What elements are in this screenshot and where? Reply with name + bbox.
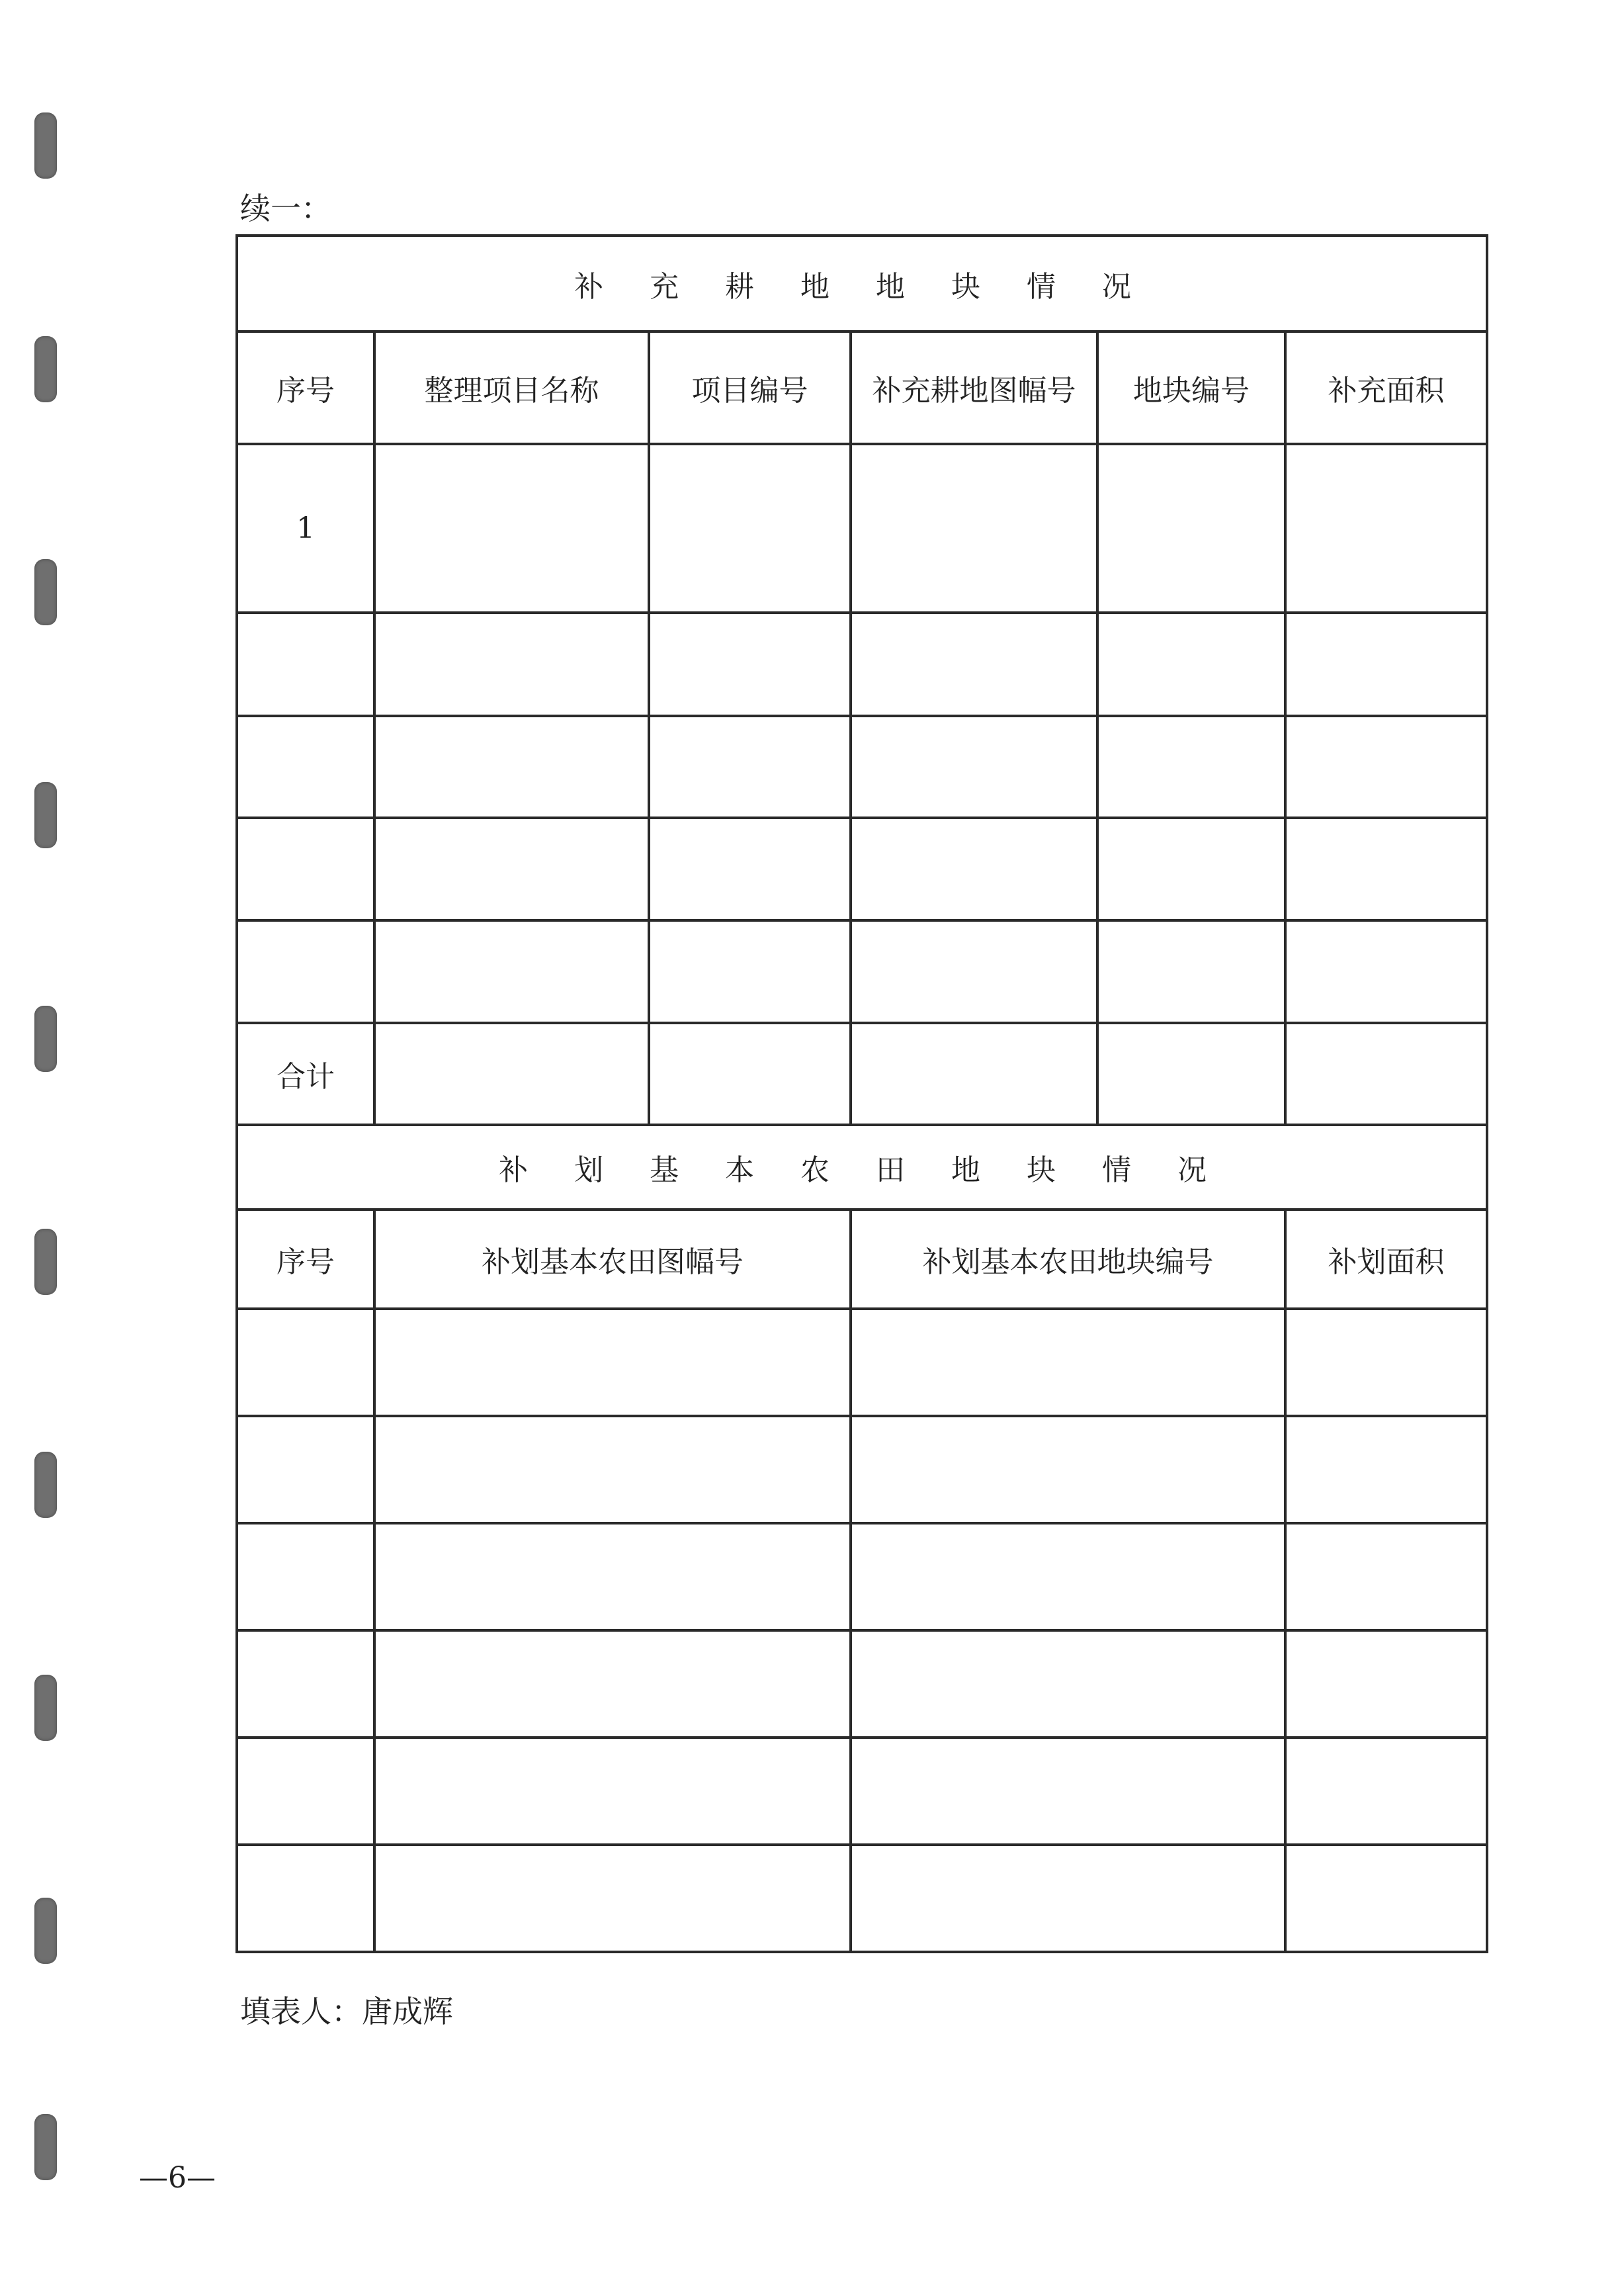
table-cell[interactable]: [1285, 1523, 1487, 1630]
table-cell[interactable]: [374, 613, 649, 716]
column-header: 补充耕地图幅号: [851, 331, 1097, 444]
table-cell[interactable]: 1: [237, 444, 374, 613]
total-row: [237, 1023, 1487, 1125]
table-cell[interactable]: [1285, 444, 1487, 613]
table-cell[interactable]: [1285, 920, 1487, 1023]
table-cell[interactable]: [851, 1738, 1285, 1845]
total-label: 合计: [237, 1023, 374, 1125]
table-cell[interactable]: [1285, 1630, 1487, 1738]
table-cell[interactable]: [237, 716, 374, 818]
table-cell[interactable]: [374, 920, 649, 1023]
table-row: [237, 613, 1487, 716]
total-cell[interactable]: [649, 1023, 851, 1125]
table-cell[interactable]: [649, 920, 851, 1023]
table-row: [237, 716, 1487, 818]
column-header: 地块编号: [1097, 331, 1285, 444]
table-cell[interactable]: [374, 1845, 851, 1952]
table-cell[interactable]: [851, 613, 1097, 716]
binding-hole: [34, 1675, 57, 1741]
table-row: [237, 1738, 1487, 1845]
table-cell[interactable]: [649, 444, 851, 613]
column-header: 序号: [237, 1210, 374, 1309]
table-cell[interactable]: [649, 613, 851, 716]
total-cell[interactable]: [851, 1023, 1097, 1125]
table-cell[interactable]: [649, 818, 851, 920]
table-cell[interactable]: [851, 1845, 1285, 1952]
table-row: [237, 1845, 1487, 1952]
table-cell[interactable]: [851, 1309, 1285, 1416]
table-cell[interactable]: [374, 444, 649, 613]
page-number: —6—: [139, 2161, 216, 2195]
table-cell[interactable]: [1285, 716, 1487, 818]
binding-hole: [34, 1898, 57, 1964]
section1-header-row: [237, 331, 1487, 444]
table-cell[interactable]: [1097, 920, 1285, 1023]
table-cell[interactable]: [237, 1309, 374, 1416]
total-cell[interactable]: [374, 1023, 649, 1125]
table-cell[interactable]: [374, 1416, 851, 1523]
binding-hole: [34, 1006, 57, 1072]
binding-hole: [34, 1229, 57, 1295]
table-cell[interactable]: [237, 818, 374, 920]
form-filler: 填表人：唐成辉: [240, 1994, 453, 2029]
table-row: [237, 920, 1487, 1023]
table-row: [237, 1523, 1487, 1630]
section2-title: 补 划 基 本 农 田 地 块 情 况: [237, 1125, 1487, 1210]
table-cell[interactable]: [851, 1416, 1285, 1523]
table-cell[interactable]: [237, 1738, 374, 1845]
table-row: [237, 1630, 1487, 1738]
table-cell[interactable]: [1285, 1416, 1487, 1523]
binding-hole: [34, 2114, 57, 2180]
table-cell[interactable]: [237, 1523, 374, 1630]
table-cell[interactable]: [1285, 613, 1487, 716]
column-header: 整理项目名称: [374, 331, 649, 444]
total-cell[interactable]: [1097, 1023, 1285, 1125]
table-cell[interactable]: [1285, 1845, 1487, 1952]
column-header: 补划基本农田图幅号: [374, 1210, 851, 1309]
table-cell[interactable]: [374, 1738, 851, 1845]
column-header: 补划基本农田地块编号: [851, 1210, 1285, 1309]
table-cell[interactable]: [851, 444, 1097, 613]
table-cell[interactable]: [1097, 818, 1285, 920]
section2-header-row: [237, 1210, 1487, 1309]
table-cell[interactable]: [374, 818, 649, 920]
table-cell[interactable]: [851, 716, 1097, 818]
table-cell[interactable]: [374, 1523, 851, 1630]
total-cell[interactable]: [1285, 1023, 1487, 1125]
binding-hole: [34, 559, 57, 625]
column-header: 补充面积: [1285, 331, 1487, 444]
land-parcel-form-table: [235, 234, 1488, 1953]
table-row: [237, 818, 1487, 920]
table-cell[interactable]: [374, 1630, 851, 1738]
table-cell[interactable]: [237, 613, 374, 716]
table-row: [237, 1416, 1487, 1523]
table-cell[interactable]: [649, 716, 851, 818]
table-cell[interactable]: [1285, 1738, 1487, 1845]
table-row: [237, 1309, 1487, 1416]
binding-hole: [34, 336, 57, 402]
table-cell[interactable]: [851, 920, 1097, 1023]
binding-hole: [34, 782, 57, 848]
table-cell[interactable]: [1097, 444, 1285, 613]
table-cell[interactable]: [1285, 1309, 1487, 1416]
table-cell[interactable]: [237, 1630, 374, 1738]
table-cell[interactable]: [237, 1845, 374, 1952]
table-cell[interactable]: [1097, 716, 1285, 818]
table-cell[interactable]: [1097, 613, 1285, 716]
table-cell[interactable]: [851, 1630, 1285, 1738]
column-header: 序号: [237, 331, 374, 444]
column-header: 项目编号: [649, 331, 851, 444]
section1-title-row: [237, 236, 1487, 331]
column-header: 补划面积: [1285, 1210, 1487, 1309]
binding-hole: [34, 1452, 57, 1518]
table-row: [237, 444, 1487, 613]
section1-title: 补 充 耕 地 地 块 情 况: [237, 236, 1487, 331]
table-cell[interactable]: [374, 1309, 851, 1416]
table-cell[interactable]: [1285, 818, 1487, 920]
table-cell[interactable]: [237, 1416, 374, 1523]
table-cell[interactable]: [851, 1523, 1285, 1630]
table-cell[interactable]: [237, 920, 374, 1023]
continuation-label: 续一：: [240, 191, 331, 226]
table-cell[interactable]: [851, 818, 1097, 920]
table-cell[interactable]: [374, 716, 649, 818]
binding-hole: [34, 112, 57, 179]
section2-title-row: [237, 1125, 1487, 1210]
